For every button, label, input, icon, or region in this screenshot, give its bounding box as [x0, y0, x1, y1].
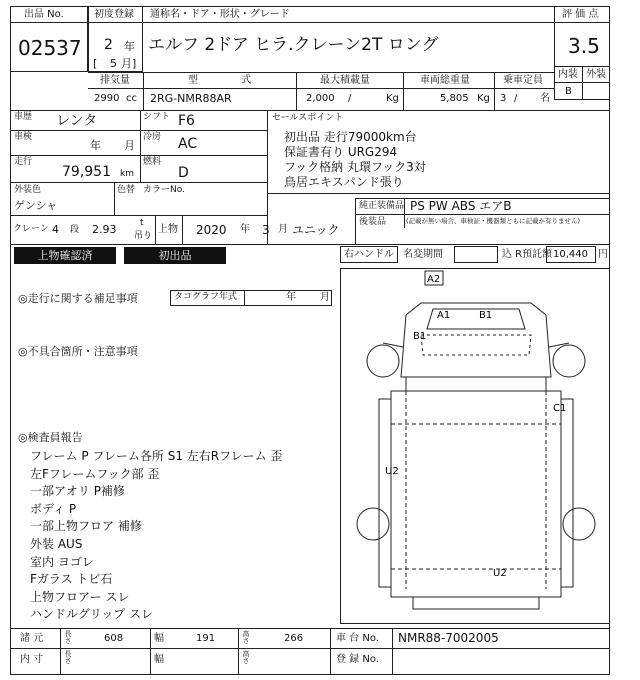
chassis-number: NMR88-7002005	[398, 631, 499, 645]
truck-outline-diagram	[341, 269, 609, 623]
tag-body-confirmed: 上物確認済	[14, 247, 116, 264]
recycle-value: 10,440	[553, 249, 588, 260]
capacity-label: 乗車定員	[503, 75, 543, 86]
sales-points-list	[284, 128, 426, 188]
sales-point-line: 鳥居エキスパンド張り	[284, 175, 404, 189]
interior-dims-label: 内 寸	[20, 654, 44, 665]
defect-notes-label: ◎不具合箇所・注意事項	[18, 345, 138, 358]
inspector-line: 一部上物フロア 補修	[30, 519, 142, 534]
steering: 右ハンドル	[344, 249, 394, 260]
inspector-line: 上物フロアー スレ	[30, 589, 130, 604]
gross-weight: 5,805	[440, 93, 469, 104]
score-value: 3.5	[568, 34, 600, 58]
reg-year: 2	[104, 37, 113, 53]
damage-mark: A1	[437, 310, 451, 321]
body-year: 2020	[196, 223, 227, 237]
inspector-line: 室内 ヨゴレ	[30, 554, 94, 569]
mileage-unit: km	[120, 169, 134, 179]
chassis-label: 車 台 No.	[336, 633, 379, 644]
inspector-line: フレーム P フレーム各所 S1 左右Rフレーム 歪	[30, 449, 283, 463]
score-label: 評 価 点	[562, 9, 599, 20]
inspection-year-unit: 年	[90, 139, 101, 152]
damage-mark: A2	[427, 274, 441, 285]
shift-label: シフト	[143, 112, 171, 122]
length-label: 長さ	[64, 630, 72, 644]
sales-point-line: フック格納 丸環フック3対	[284, 160, 426, 174]
damage-mark: U2	[493, 568, 507, 579]
max-load-label: 最大積載量	[320, 75, 370, 86]
in-height-label: 高さ	[242, 650, 250, 664]
shift: F6	[178, 113, 195, 129]
fuel: D	[178, 165, 189, 181]
mileage: 79,951	[62, 164, 111, 180]
crane-stages-unit: 段	[70, 225, 80, 235]
exterior-label: 外装	[586, 69, 606, 80]
sales-points-label: セールスポイント	[272, 113, 344, 123]
sales-point-line: 保証書有り URG294	[284, 145, 398, 159]
interior-grade: B	[565, 86, 572, 97]
sales-point-line: 初出品 走行79000km台	[284, 130, 417, 144]
inspector-report-label: ◎検査員報告	[18, 431, 83, 444]
crane-capacity-unit-top: t	[140, 218, 144, 228]
max-load-sep: /	[348, 93, 352, 104]
tacho-month-unit: 月	[320, 292, 330, 303]
max-load: 2,000	[306, 93, 335, 104]
crane-capacity: 2.93	[92, 223, 117, 236]
max-load-unit: Kg	[386, 93, 399, 104]
tacho-label: タコグラフ年式	[174, 292, 238, 302]
body-month-unit: 月	[278, 224, 288, 235]
color-no-label: カラーNo.	[143, 185, 185, 195]
crane-stages: 4	[52, 223, 59, 236]
damage-mark: B1	[413, 331, 427, 342]
width-label: 幅	[154, 633, 164, 644]
reg-month-open: [	[93, 57, 98, 70]
reg-label: 初度登録	[94, 9, 134, 20]
width: 191	[196, 633, 216, 644]
genuine-label: 純正装備品	[359, 201, 405, 211]
lot-number: 02537	[18, 36, 82, 60]
vehicle-name: エルフ 2ドア ヒラ.クレーン2T ロング	[148, 35, 439, 55]
reg-year-unit: 年	[124, 40, 135, 53]
name-label: 通称名・ドア・形状・グレード	[150, 9, 290, 20]
ac-label: 冷房	[143, 132, 162, 142]
length: 608	[104, 633, 124, 644]
inspector-line: Fガラス トビ石	[30, 572, 113, 587]
gross-weight-label: 車両総重量	[420, 75, 470, 86]
lot-label: 出品 No.	[24, 9, 64, 20]
body-label: 上物	[158, 224, 178, 235]
inspector-line: 外装 AUS	[30, 536, 83, 551]
model-label: 型 式	[188, 75, 272, 86]
inspector-line: 一部アオリ P補修	[30, 484, 125, 499]
color: ゲンシャ	[14, 199, 58, 212]
name-change-label: 名変期間	[403, 249, 443, 260]
reg-number-label: 登 録 No.	[336, 654, 379, 665]
recycle-label: 込 R預託額	[502, 249, 553, 260]
tag-first-listing: 初出品	[124, 247, 226, 264]
history-label: 車歴	[14, 112, 33, 122]
fuel-label: 燃料	[143, 157, 162, 167]
name-change-value	[454, 246, 498, 263]
capacity: 3	[500, 93, 507, 104]
tacho-year-unit: 年	[286, 292, 296, 303]
dims-label: 諸 元	[20, 633, 44, 644]
inspector-line: ボディ P	[30, 501, 77, 516]
height-label: 高さ	[242, 630, 250, 644]
body-maker: ユニック	[292, 223, 340, 237]
ac: AC	[178, 136, 198, 152]
inspection-label: 車検	[14, 132, 33, 142]
model: 2RG-NMR88AR	[150, 92, 232, 105]
damage-mark: C1	[553, 403, 567, 414]
capacity-sep: /	[514, 93, 518, 104]
truck-diagram	[340, 268, 610, 624]
damage-mark: U2	[385, 466, 399, 477]
color-label: 外装色	[14, 185, 42, 195]
damage-mark: B1	[479, 310, 493, 321]
aftermarket-label: 後装品	[359, 217, 387, 227]
inspector-report-list	[30, 447, 282, 623]
aftermarket-note: (記載が無い場合、車検証・機器類ともに記載が有りません)	[406, 217, 581, 225]
driving-notes-label: ◎走行に関する補足事項	[18, 292, 138, 305]
height: 266	[284, 633, 304, 644]
history: レンタ	[56, 113, 98, 129]
displacement: 2990	[94, 93, 120, 104]
reg-month: 5	[110, 57, 117, 70]
in-length-label: 長さ	[64, 650, 72, 664]
body-year-unit: 年	[240, 224, 250, 235]
displacement-label: 排気量	[100, 75, 130, 86]
gross-weight-unit: Kg	[477, 93, 490, 104]
recycle-unit: 円	[598, 249, 608, 260]
crane-label: クレーン	[13, 224, 49, 234]
body-month: 3	[262, 223, 270, 237]
mileage-label: 走行	[14, 157, 33, 167]
color-code-label: 色替	[117, 185, 136, 195]
reg-month-unit: 月]	[121, 57, 137, 70]
displacement-unit: cc	[126, 93, 137, 104]
in-width-label: 幅	[154, 654, 164, 665]
crane-capacity-unit-bottom: 吊り	[134, 231, 153, 241]
capacity-unit: 名	[540, 93, 550, 104]
interior-label: 内装	[558, 69, 578, 80]
inspector-line: 左Fフレームフック部 歪	[30, 466, 160, 481]
genuine-equipment: PS PW ABS エアB	[410, 199, 512, 213]
inspector-line: ハンドルグリップ スレ	[30, 607, 154, 622]
inspection-month-unit: 月	[124, 139, 135, 152]
